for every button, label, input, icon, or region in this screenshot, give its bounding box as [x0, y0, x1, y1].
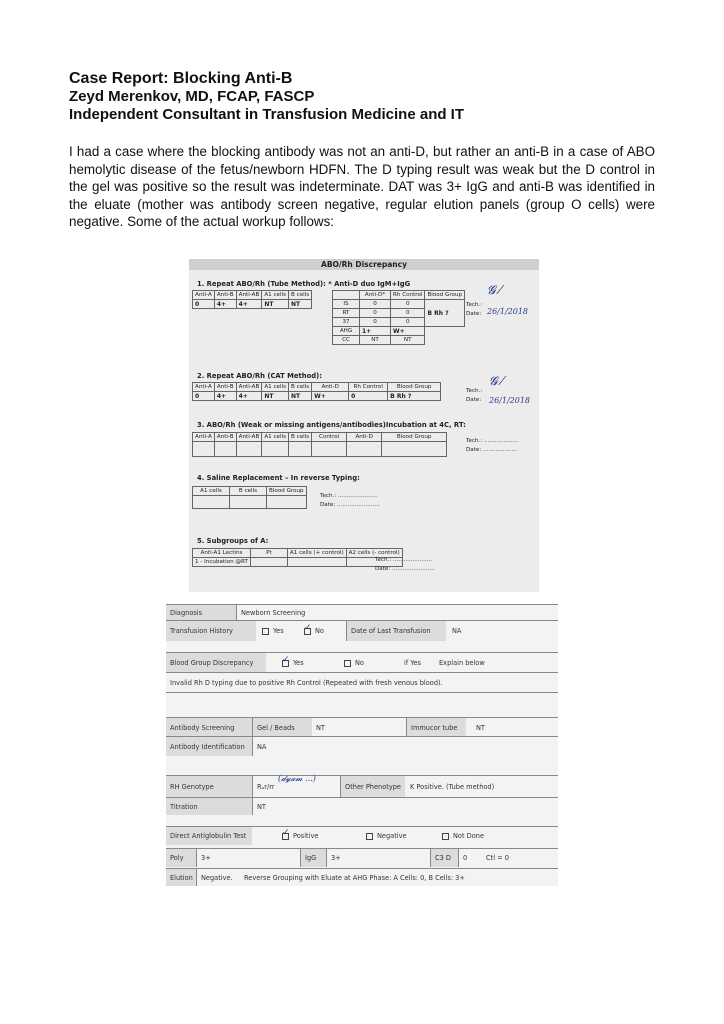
cell-value: 0 [391, 318, 425, 327]
other-phenotype-value: K Positive. (Tube method) [410, 783, 495, 791]
col-header: A2 cells (- control) [346, 549, 402, 558]
elution-detail: Reverse Grouping with Eluate at AHG Phase: A Cells: 0, B Cells: 3+ [244, 873, 465, 882]
case-paragraph: I had a case where the blocking antibody was not an anti-D, but rather an anti-B in a case of ABO hemolytic disease of the fetus/newborn HDFN. The D typing result was weak but the D control in the gel was positive so the result was indeterminate. DAT was 3+ IgG and anti-B was identified in the eluate (mother was antibody screen negative, regular elution panels (group O cells) were negative. Some of the actual workup follows: [69, 144, 655, 229]
col-header: Blood Group [267, 487, 307, 496]
report-author: Zeyd Merenkov, MD, FCAP, FASCP [69, 88, 315, 105]
col-header: Anti-AB [236, 433, 262, 442]
cell-value: 0 [193, 300, 215, 309]
no-option [300, 621, 345, 641]
signature-1: 𝓖 ⁄ [487, 283, 502, 297]
col-header: Rh Control [349, 383, 388, 392]
tech-date-block [466, 301, 482, 319]
row-blank [166, 692, 558, 713]
cell-value: NT [262, 392, 289, 401]
discrepancy-label: Blood Group Discrepancy [166, 653, 266, 673]
positive-option [278, 827, 348, 845]
other-phenotype-label: Other Phenotype [340, 776, 405, 798]
col-header: Blood Group [382, 433, 447, 442]
cell-value: NT [289, 300, 312, 309]
tech-date-block [466, 387, 482, 405]
date-label: Date: [466, 311, 482, 317]
yes-checkbox [262, 628, 269, 635]
cell-value: 0 [349, 392, 388, 401]
cell-value: 0 [391, 300, 425, 309]
date-label: Date: [466, 397, 482, 403]
positive-checkbox [282, 833, 289, 840]
col-header: Anti-A1 Lectins [193, 549, 251, 558]
col-header: Pt [250, 549, 287, 558]
section-4-title: 4. Saline Replacement – In reverse Typing: [197, 474, 360, 482]
immucor-value: NT [476, 723, 485, 732]
elution-label: Elution [166, 869, 196, 886]
section-1-phase-table [332, 290, 465, 345]
not-done-label: Not Done [453, 832, 484, 840]
genotype-label: RH Genotype [166, 776, 252, 798]
handwritten-date-1: 26/1/2018 [487, 307, 529, 316]
immucor-label: Immucor tube [406, 718, 466, 737]
cell-value: NT [262, 300, 289, 309]
col-header: Anti-D* [360, 291, 391, 300]
gel-label: Gel / Beads [252, 718, 312, 737]
ctl-value: Ctl = 0 [486, 854, 509, 862]
cell-value: 0 [193, 392, 215, 401]
section-4-table [192, 486, 307, 509]
col-header: B cells [289, 433, 312, 442]
negative-checkbox [366, 833, 373, 840]
dat-label: Direct Antiglobulin Test [166, 827, 252, 845]
diagnosis-value: Newborn Screening [236, 605, 558, 621]
if-yes-label: if Yes [404, 659, 421, 667]
titration-value: NT [252, 798, 558, 815]
col-header: Anti-B [214, 433, 236, 442]
date-label: Date: ........................ [320, 502, 380, 508]
date-label: Date: ................... [466, 447, 517, 453]
row-label: 1 - Incubation @RT [193, 558, 251, 567]
cell-value: 4+ [214, 392, 236, 401]
identification-value: NA [252, 737, 558, 756]
elution-value: Negative. [196, 869, 240, 886]
row-dat [166, 826, 558, 845]
cell-value: 4+ [236, 392, 262, 401]
section-2-title: 2. Repeat ABO/Rh (CAT Method): [197, 372, 322, 380]
tech-label: Tech.: [466, 388, 483, 394]
row-explanation [166, 672, 558, 693]
blood-group-value: B Rh ? [425, 300, 465, 327]
igg-value: 3+ [326, 849, 426, 867]
section-1-title: 1. Repeat ABO/Rh (Tube Method): * Anti-D duo IgM+IgG [197, 280, 411, 288]
phase: RT [333, 309, 360, 318]
col-header: Anti-A [193, 433, 215, 442]
cell-value: NT [360, 336, 391, 345]
phase: CC [333, 336, 360, 345]
col-header: Anti-AB [236, 291, 262, 300]
cell-value: NT [391, 336, 425, 345]
section-2-table [192, 382, 441, 401]
report-title: Case Report: Blocking Anti-B [69, 70, 293, 87]
no-label: No [315, 627, 324, 635]
yes-option [258, 621, 303, 641]
col-header: Anti-D [347, 433, 382, 442]
row-discrepancy [166, 652, 558, 673]
report-affiliation: Independent Consultant in Transfusion Medicine and IT [69, 106, 465, 123]
row-titration [166, 797, 558, 815]
col-header: Rh Control [391, 291, 425, 300]
report-header [69, 69, 669, 124]
col-header: Anti-B [214, 383, 236, 392]
cell-value: 0 [360, 300, 391, 309]
poly-label: Poly [166, 849, 196, 867]
col-header: B cells [289, 383, 312, 392]
section-5-table [192, 548, 403, 567]
yes-label: Yes [273, 627, 284, 635]
genotype-value: Rₒr/rr [252, 776, 342, 798]
section-3-title: 3. ABO/Rh (Weak or missing antigens/antibodies)Incubation at 4C, RT: [197, 421, 466, 429]
no-option [340, 653, 390, 673]
gel-value: NT [316, 723, 325, 732]
tech-date-block [320, 492, 380, 510]
cell-value: 1+ [360, 327, 391, 336]
col-header: Anti-B [214, 291, 236, 300]
titration-label: Titration [166, 798, 252, 815]
abo-rh-discrepancy-form [189, 259, 539, 592]
not-done-option [438, 827, 508, 845]
phase: IS [333, 300, 360, 309]
form-title: ABO/Rh Discrepancy [189, 259, 539, 270]
row-antibody-screening [166, 717, 558, 737]
col-header: A1 cells [262, 383, 289, 392]
last-transfusion-label: Date of Last Transfusion [346, 621, 446, 641]
row-rh-genotype [166, 775, 558, 798]
explain-label: Explain below [439, 659, 485, 667]
col-header: B cells [230, 487, 267, 496]
yes-checkbox [282, 660, 289, 667]
c3d-value: 0 [458, 849, 478, 867]
col-header: B cells [289, 291, 312, 300]
section-1-table [192, 290, 312, 309]
col-header: A1 cells [193, 487, 230, 496]
cell-value: W+ [312, 392, 349, 401]
handwritten-genotype-note: (𝓭𝔂𝓪𝓶 ...) [278, 774, 316, 783]
col-header: A1 cells (+ control) [287, 549, 346, 558]
handwritten-date-2: 26/1/2018 [489, 396, 531, 405]
cell-value: B Rh ? [388, 392, 441, 401]
tech-date-block [466, 437, 518, 455]
date-label: Date: ........................ [375, 566, 435, 572]
col-header: Anti-AB [236, 383, 262, 392]
tech-label: Tech.: ...................... [320, 493, 378, 499]
cell-value: W+ [391, 327, 425, 336]
cell-value: NT [289, 392, 312, 401]
not-done-checkbox [442, 833, 449, 840]
phase: 37 [333, 318, 360, 327]
section-5-title: 5. Subgroups of A: [197, 537, 269, 545]
transfusion-label: Transfusion History [166, 621, 256, 641]
no-label: No [355, 659, 364, 667]
signature-2: 𝓖 ⁄ [489, 374, 504, 388]
tech-label: Tech.: ................... [466, 438, 518, 444]
phase: AHG [333, 327, 360, 336]
row-elution [166, 868, 558, 886]
col-header: Control [312, 433, 347, 442]
no-checkbox [304, 628, 311, 635]
tech-label: Tech.: ...................... [375, 557, 433, 563]
positive-label: Positive [293, 832, 319, 840]
col-header: Anti-D [312, 383, 349, 392]
row-poly [166, 848, 558, 867]
row-antibody-identification [166, 736, 558, 756]
last-transfusion-value: NA [452, 627, 462, 635]
c3d-label: C3 D [430, 849, 458, 867]
col-header: A1 cells [262, 433, 289, 442]
cell-value: 0 [360, 318, 391, 327]
identification-label: Antibody Identification [166, 737, 252, 756]
explanation-text: Invalid Rh D typing due to positive Rh Control (Repeated with fresh venous blood). [170, 679, 443, 687]
row-transfusion-history [166, 620, 558, 641]
no-checkbox [344, 660, 351, 667]
igg-label: IgG [300, 849, 326, 867]
col-header [333, 291, 360, 300]
col-header: Blood Group [388, 383, 441, 392]
col-header: Anti-A [193, 291, 215, 300]
negative-option [362, 827, 432, 845]
yes-option [278, 653, 328, 673]
negative-label: Negative [377, 832, 407, 840]
tech-label: Tech.: [466, 302, 483, 308]
poly-value: 3+ [196, 849, 296, 867]
col-header: Blood Group [425, 291, 465, 300]
cell-value: 0 [391, 309, 425, 318]
tech-date-block [375, 556, 435, 574]
cell-value: 0 [360, 309, 391, 318]
yes-label: Yes [293, 659, 304, 667]
cell-value: 4+ [236, 300, 262, 309]
cell-value: 4+ [214, 300, 236, 309]
diagnosis-label: Diagnosis [166, 605, 236, 621]
row-diagnosis [166, 604, 558, 621]
screening-label: Antibody Screening [166, 718, 252, 737]
section-3-table [192, 432, 447, 457]
col-header: A1 cells [262, 291, 289, 300]
newborn-screening-form [166, 604, 558, 886]
col-header: Anti-A [193, 383, 215, 392]
